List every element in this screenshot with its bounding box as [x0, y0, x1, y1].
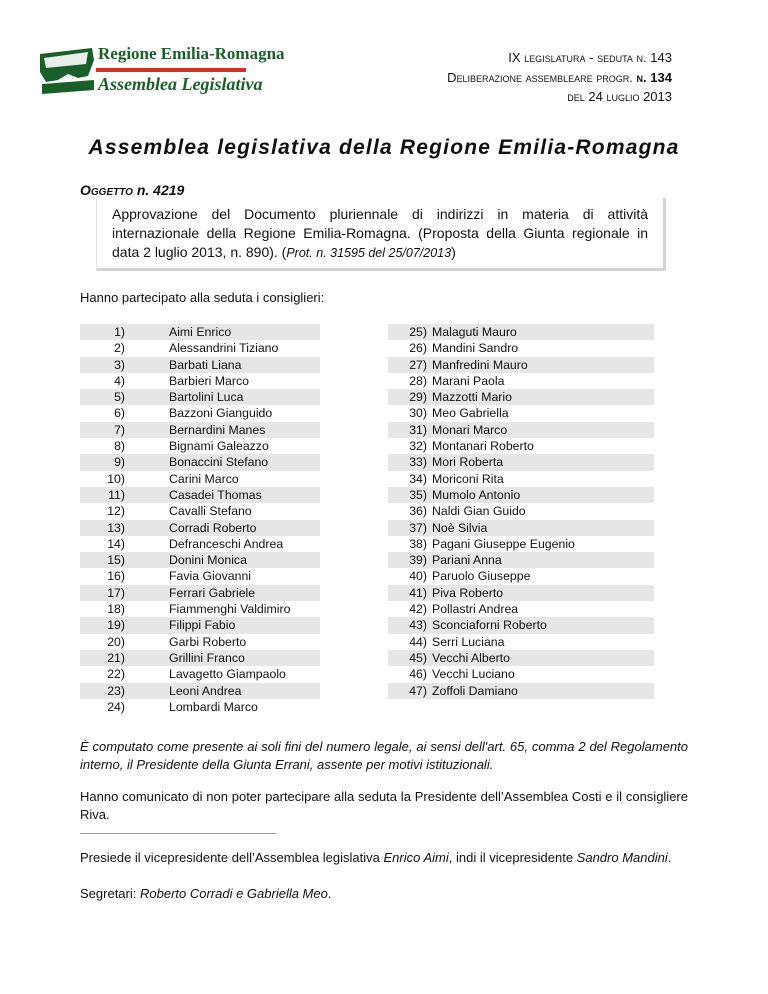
page-title: Assemblea legislativa della Regione Emilia-Romagna — [88, 136, 680, 159]
participants-right-list — [388, 324, 654, 699]
participant-number: 24) — [107, 699, 125, 714]
participant-row — [80, 454, 320, 470]
participant-row — [388, 585, 654, 601]
participant-number: 25) — [409, 325, 427, 339]
participant-number: 27) — [409, 357, 427, 372]
participant-row — [388, 552, 654, 568]
participant-number: 3) — [114, 357, 125, 372]
participant-row — [80, 585, 320, 601]
participant-name: Favia Giovanni — [169, 569, 252, 584]
header-line1: IX legislatura - seduta n. 143 — [508, 50, 672, 65]
participant-number: 21) — [107, 650, 125, 665]
participant-number: 36) — [409, 504, 427, 519]
participant-name: Malaguti Mauro — [432, 325, 517, 339]
participant-number: 31) — [409, 422, 427, 437]
participants-intro: Hanno partecipato alla seduta i consiglieri: — [80, 290, 325, 305]
participant-name: Filippi Fabio — [169, 618, 236, 633]
participant-name: Vecchi Alberto — [432, 650, 510, 665]
participant-number: 47) — [409, 683, 427, 698]
participant-number: 42) — [409, 602, 427, 617]
participant-name: Monari Marco — [432, 422, 508, 437]
participant-row — [388, 373, 654, 389]
participant-name: Marani Paola — [432, 373, 505, 388]
participant-name: Bignami Galeazzo — [169, 439, 269, 454]
participant-name: Barbieri Marco — [169, 373, 249, 388]
participant-number: 11) — [108, 487, 125, 502]
logo-line2: Assemblea Legislativa — [98, 74, 263, 94]
participant-number: 5) — [114, 390, 125, 405]
participant-row — [388, 422, 654, 438]
regione-logo — [38, 42, 285, 104]
participant-row — [80, 520, 320, 536]
participant-number: 20) — [107, 634, 125, 649]
participant-row — [388, 666, 654, 682]
participant-name: Zoffoli Damiano — [432, 683, 518, 698]
participant-name: Pollastri Andrea — [432, 602, 519, 617]
participant-name: Ferrari Gabriele — [169, 585, 256, 600]
participant-name: Manfredini Mauro — [432, 357, 528, 372]
participant-name: Cavalli Stefano — [169, 504, 252, 519]
participant-number: 10) — [107, 471, 125, 486]
participant-name: Bernardini Manes — [169, 422, 266, 437]
participant-number: 38) — [409, 536, 427, 551]
participant-name: Paruolo Giuseppe — [432, 569, 531, 584]
participant-name: Lavagetto Giampaolo — [169, 667, 286, 682]
participant-name: Bazzoni Gianguido — [169, 406, 273, 421]
participant-name: Leoni Andrea — [169, 683, 242, 698]
participant-row — [80, 389, 320, 405]
participant-number: 26) — [409, 341, 427, 356]
participant-row — [388, 405, 654, 421]
participant-row — [388, 438, 654, 454]
participant-row — [80, 422, 320, 438]
participant-name: Mumolo Antonio — [432, 487, 521, 502]
oggetto-text: Approvazione del Documento pluriennale di indirizzi in materia di attività internazionale della Regione Emilia-Romagna. (Proposta della Giunta regionale in data 2 luglio 2013, n. 890). (Prot. n. 31595 del 25/07/2013) — [112, 206, 648, 260]
participant-name: Alessandrini Tiziano — [169, 341, 279, 356]
header-line2: Deliberazione assembleare progr. n. 134 — [447, 70, 672, 85]
participant-name: Mazzotti Mario — [432, 390, 512, 405]
separator-line — [80, 833, 276, 834]
participant-row — [388, 471, 654, 487]
participant-number: 4) — [114, 373, 125, 388]
participant-name: Meo Gabriella — [432, 406, 509, 421]
participant-row — [388, 503, 654, 519]
participant-name: Serri Luciana — [432, 634, 505, 649]
participants-left-list — [80, 324, 320, 715]
participant-row — [80, 568, 320, 584]
participant-number: 8) — [114, 439, 125, 454]
participant-name: Bartolini Luca — [169, 390, 244, 405]
participant-row — [388, 650, 654, 666]
region-map-icon — [38, 42, 98, 104]
participant-number: 45) — [409, 650, 427, 665]
participant-name: Carini Marco — [169, 471, 239, 486]
participant-row — [80, 471, 320, 487]
participant-number: 41) — [409, 585, 427, 600]
participant-row — [388, 536, 654, 552]
participant-row — [388, 357, 654, 373]
participant-name: Bonaccini Stefano — [169, 455, 269, 470]
participant-row — [388, 601, 654, 617]
oggetto-heading: Oggetto n. 4219 — [80, 182, 185, 198]
participant-row — [388, 520, 654, 536]
participant-row — [80, 536, 320, 552]
participant-row — [80, 324, 320, 340]
participant-row — [80, 601, 320, 617]
participant-number: 12) — [107, 504, 125, 519]
participant-row — [388, 568, 654, 584]
participant-row — [80, 373, 320, 389]
participant-row — [80, 405, 320, 421]
participant-number: 34) — [409, 471, 427, 486]
participant-number: 44) — [409, 634, 427, 649]
participant-row — [80, 634, 320, 650]
participant-name: Montanari Roberto — [432, 439, 534, 454]
participant-number: 16) — [107, 569, 125, 584]
participant-number: 37) — [409, 520, 427, 535]
participant-row — [388, 487, 654, 503]
participant-name: Garbi Roberto — [169, 634, 247, 649]
participant-row — [388, 683, 654, 699]
participant-row — [80, 617, 320, 633]
participant-name: Moriconi Rita — [432, 471, 504, 486]
participant-row — [80, 487, 320, 503]
participant-name: Casadei Thomas — [169, 487, 262, 502]
participant-row — [80, 699, 320, 715]
participant-row — [388, 634, 654, 650]
participant-name: Piva Roberto — [432, 585, 504, 600]
participant-number: 33) — [409, 455, 427, 470]
participant-number: 23) — [107, 683, 125, 698]
participant-row — [80, 666, 320, 682]
participant-name: Donini Monica — [169, 553, 247, 568]
participant-name: Fiammenghi Valdimiro — [169, 602, 291, 617]
header-line3: del 24 luglio 2013 — [567, 89, 672, 104]
participant-number: 43) — [409, 618, 427, 633]
participant-number: 22) — [107, 667, 125, 682]
participant-row — [80, 650, 320, 666]
comunicato-note: Hanno comunicato di non poter partecipare alla seduta la Presidente dell’Assemblea Costi e il consigliere Riva. — [80, 789, 688, 822]
participant-name: Noè Silvia — [432, 520, 488, 535]
participant-number: 35) — [409, 487, 427, 502]
participant-number: 46) — [409, 667, 427, 682]
participant-number: 7) — [114, 422, 125, 437]
participant-number: 15) — [107, 553, 125, 568]
participant-name: Sconciaforni Roberto — [432, 618, 547, 633]
participant-name: Pagani Giuseppe Eugenio — [432, 536, 575, 551]
participant-number: 2) — [114, 341, 125, 356]
presiede-note: Presiede il vicepresidente dell’Assemblea legislativa Enrico Aimi, indi il vicepresidente Sandro Mandini. — [80, 850, 672, 865]
participant-name: Pariani Anna — [432, 553, 502, 568]
participant-row — [388, 324, 654, 340]
participant-row — [80, 438, 320, 454]
participant-number: 6) — [114, 406, 125, 421]
participant-row — [80, 683, 320, 699]
participant-row — [80, 552, 320, 568]
participant-name: Aimi Enrico — [169, 325, 232, 339]
participant-number: 28) — [409, 373, 427, 388]
participant-name: Vecchi Luciano — [432, 667, 515, 682]
participant-number: 19) — [107, 618, 125, 633]
participant-number: 39) — [409, 553, 427, 568]
participant-name: Naldi Gian Guido — [432, 504, 526, 519]
participant-number: 1) — [114, 325, 125, 339]
computato-note: È computato come presente ai soli fini del numero legale, ai sensi dell'art. 65, comma 2 del Regolamento interno, il Presidente della Giunta Errani, assente per motivi istituzionali. — [80, 739, 688, 772]
participant-number: 9) — [114, 455, 125, 470]
participant-row — [388, 389, 654, 405]
participant-number: 17) — [107, 585, 125, 600]
participant-number: 30) — [409, 406, 427, 421]
participant-row — [80, 340, 320, 356]
participant-name: Lombardi Marco — [169, 699, 258, 714]
segretari-note: Segretari: Roberto Corradi e Gabriella Meo. — [80, 886, 332, 901]
participant-row — [80, 503, 320, 519]
participant-name: Mandini Sandro — [432, 341, 519, 356]
logo-red-bar — [96, 68, 246, 72]
participant-row — [388, 340, 654, 356]
participant-number: 14) — [107, 536, 125, 551]
participant-name: Defranceschi Andrea — [169, 536, 284, 551]
participant-row — [388, 454, 654, 470]
participant-number: 32) — [409, 439, 427, 454]
participant-number: 40) — [409, 569, 427, 584]
participant-name: Grillini Franco — [169, 650, 245, 665]
participant-number: 29) — [409, 390, 427, 405]
participant-number: 18) — [107, 602, 125, 617]
participant-row — [388, 617, 654, 633]
logo-line1: Regione Emilia-Romagna — [98, 44, 285, 63]
participant-name: Barbati Liana — [169, 357, 242, 372]
participant-name: Mori Roberta — [432, 455, 504, 470]
participant-row — [80, 357, 320, 373]
participant-name: Corradi Roberto — [169, 520, 257, 535]
participant-number: 13) — [107, 520, 125, 535]
